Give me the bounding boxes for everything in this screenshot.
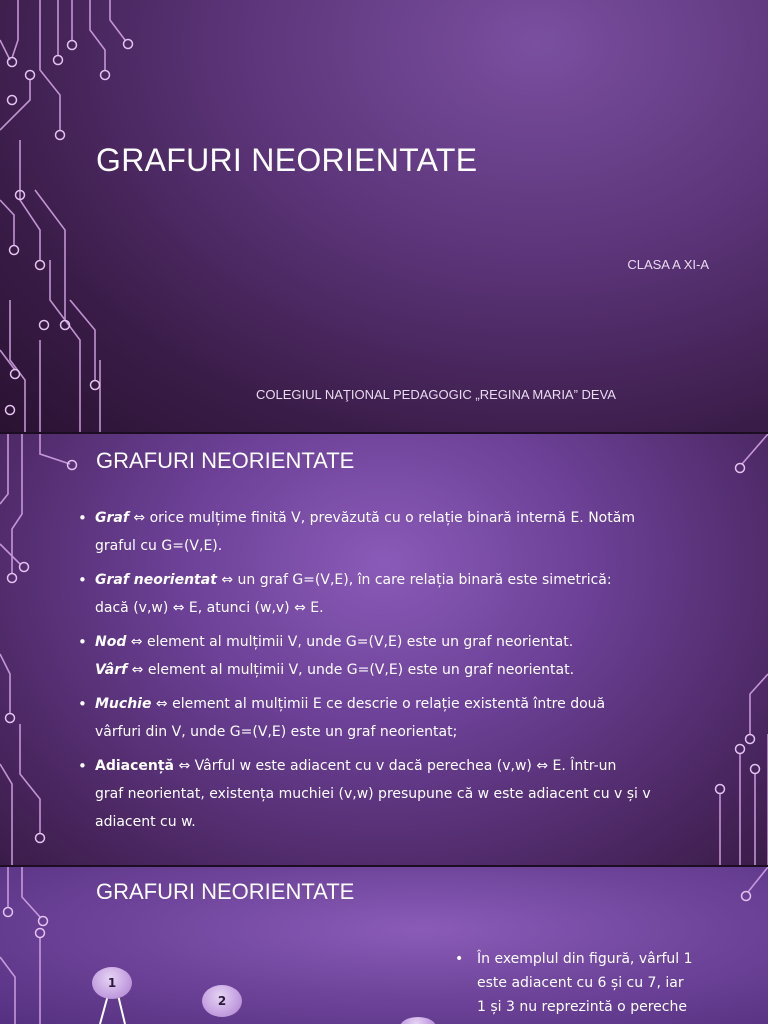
definition-text: orice mulțime finită V, prevăzută cu o relație binară internă E. Notăm — [149, 510, 635, 526]
term: Muchie — [95, 696, 152, 712]
definition-text: Vârful w este adiacent cu v dacă perechea (v,w) ⇔ E. Într-un — [194, 758, 617, 774]
class-label: CLASA A XI-A — [627, 257, 709, 272]
definition-text: graful cu G=(V,E). — [95, 538, 223, 554]
definition-text: adiacent cu w. — [95, 814, 196, 830]
example-line: este adiacent cu 6 și cu 7, iar — [477, 975, 684, 991]
list-item — [78, 752, 703, 836]
list-item — [78, 504, 703, 560]
list-item — [78, 628, 703, 684]
circuit-decoration-left — [0, 434, 90, 865]
definition-text: dacă (v,w) ⇔ E, atunci (w,v) ⇔ E. — [95, 600, 324, 616]
example-line: În exemplul din figură, vârful 1 — [477, 951, 693, 967]
circuit-decoration-left — [0, 0, 140, 432]
term: Adiacență — [95, 758, 175, 774]
definitions-slide — [0, 434, 768, 865]
equivalence-symbol: ⇔ — [216, 572, 238, 588]
term: Vârf — [95, 662, 128, 678]
list-item — [78, 566, 703, 622]
definitions-list — [78, 504, 703, 842]
equivalence-symbol: ⇔ — [126, 634, 147, 650]
definition-text: un graf G=(V,E), în care relația binară este simetrică: — [237, 572, 612, 588]
definition-text: element al mulțimii V, unde G=(V,E) este un graf neorientat. — [147, 634, 574, 650]
presentation-title: GRAFURI NEORIENTATE — [96, 142, 478, 178]
equivalence-symbol: ⇔ — [128, 510, 150, 526]
equivalence-symbol: ⇔ — [174, 758, 195, 774]
term: Graf — [95, 510, 129, 526]
school-name: COLEGIUL NAŢIONAL PEDAGOGIC „REGINA MARIA” DEVA — [256, 387, 616, 402]
definition-text: element al mulțimii E ce descrie o relație existentă între două — [172, 696, 606, 712]
equivalence-symbol: ⇔ — [127, 662, 148, 678]
list-item — [455, 947, 755, 1019]
definition-text: element al mulțimii V, unde G=(V,E) este un graf neorientat. — [147, 662, 575, 678]
slide-title: GRAFURI NEORIENTATE — [96, 448, 355, 473]
graph-node-1: 1 — [92, 967, 132, 999]
list-item — [78, 690, 703, 746]
example-text — [455, 947, 755, 1019]
term: Graf neorientat — [95, 572, 217, 588]
example-line: 1 și 3 nu reprezintă o pereche — [477, 999, 687, 1015]
definition-text: graf neorientat, existența muchiei (v,w) presupune că w este adiacent cu v și v — [95, 786, 651, 802]
slide-title: GRAFURI NEORIENTATE — [96, 879, 355, 904]
term: Nod — [95, 634, 127, 650]
definition-text: vârfuri din V, unde G=(V,E) este un graf neorientat; — [95, 724, 458, 740]
title-slide — [0, 0, 768, 432]
equivalence-symbol: ⇔ — [151, 696, 173, 712]
graph-node-2: 2 — [202, 985, 242, 1017]
example-slide — [0, 867, 768, 1024]
